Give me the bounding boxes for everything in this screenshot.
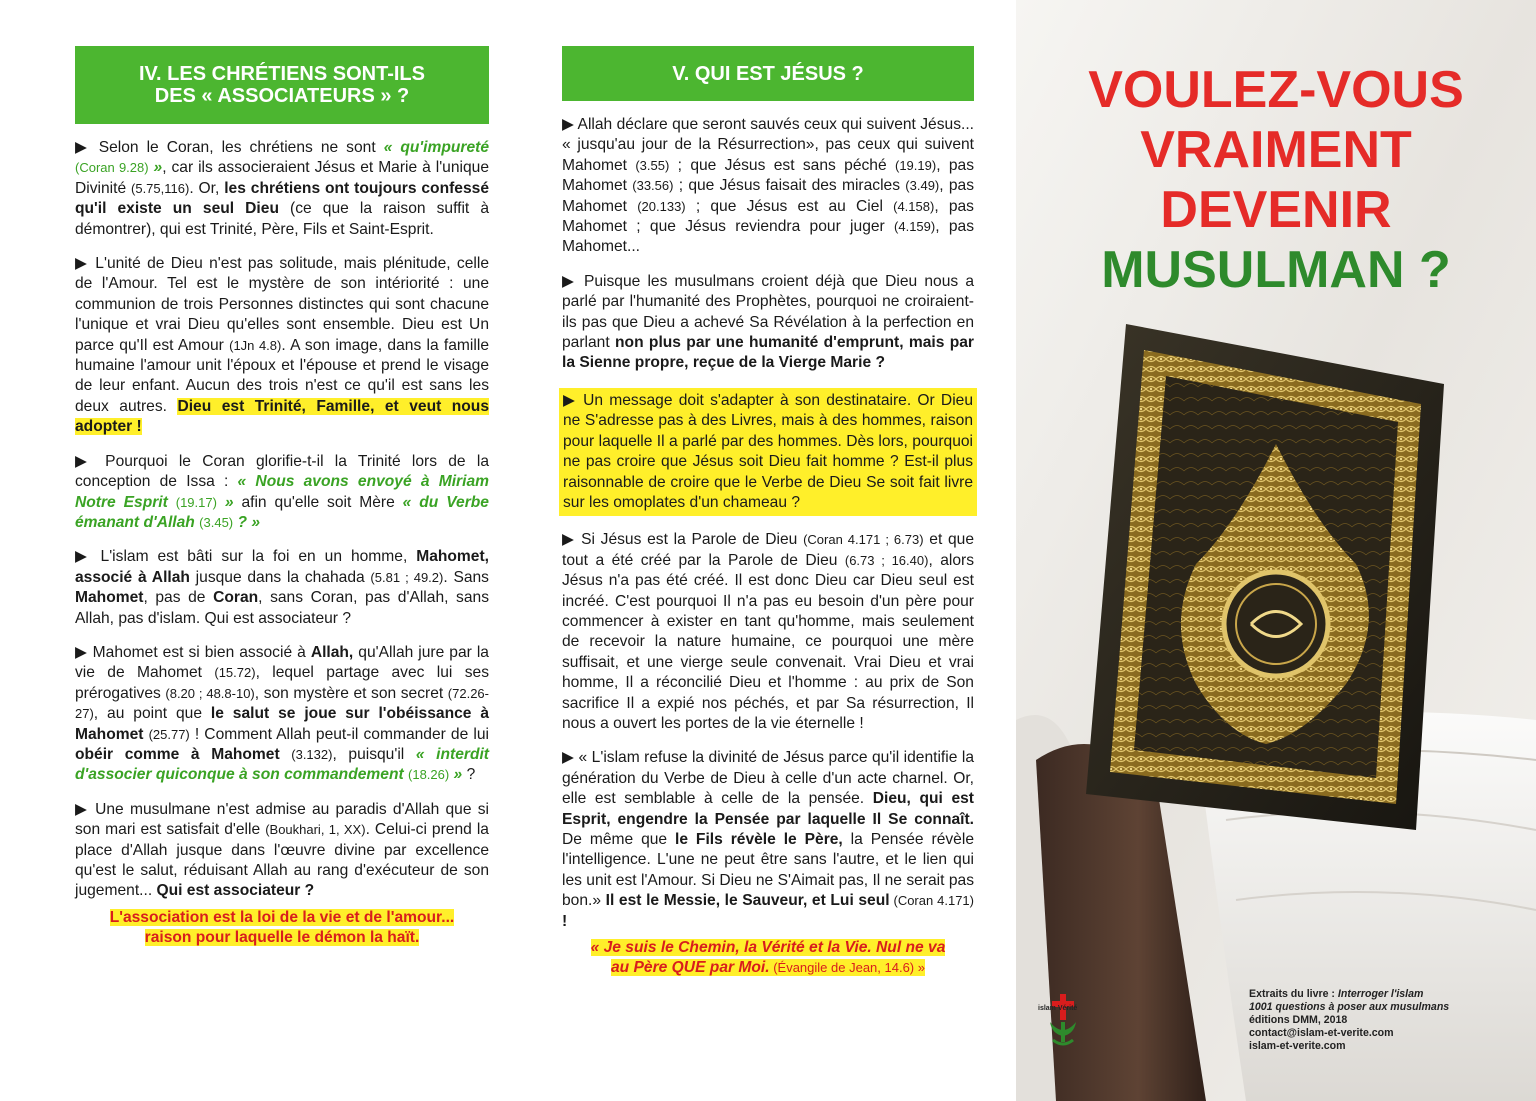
header-line-1: IV. LES CHRÉTIENS SONT-ILS <box>139 63 425 85</box>
website: islam-et-verite.com <box>1249 1040 1346 1052</box>
column-associateurs <box>75 0 489 948</box>
paragraph-2: ▶ L'unité de Dieu n'est pas solitude, mais plénitude, celle de l'Amour. Tel est le mystère de son intériorité : une communion de trois Personnes distinctes qui sont chacune l'unique et vrai Dieu qu'elles sont ensemble. Dieu est Un parce qu'Il est Amour (1Jn 4.8). A son image, dans la famille humaine l'amour unit l'époux et l'épouse et prend le visage de leur enfant. Aucun des trois n'est ce qu'il est sans les deux autres. Dieu est Trinité, Famille, et veut nous adopter ! <box>75 255 490 436</box>
cover-title: VOULEZ-VOUS VRAIMENT DEVENIR MUSULMAN ? <box>1088 61 1464 299</box>
contact-email: contact@islam-et-verite.com <box>1249 1027 1394 1039</box>
paragraph-6: ▶ Une musulmane n'est admise au paradis d'Allah que si son mari est satisfait d'elle (Boukhari, 1, XX). Celui-ci prend la place d'Allah jusque dans l'œuvre divine par excellence qu'est le salut, réduisant Allah au rang d'exécuteur de son jugement... Qui est associateur ? <box>75 800 489 900</box>
closing-statement: L'association est la loi de la vie et de l'amour... raison pour laquelle le démon la haït. <box>109 908 455 946</box>
paragraph-1: ▶ Selon le Coran, les chrétiens ne sont « qu'impureté (Coran 9.28) », car ils associeraient Jésus et Marie à l'unique Divinité (5.75,116). Or, les chrétiens ont toujours confessé qu'il existe un seul Dieu (ce que la raison suffit à démontrer), qui est Trinité, Père, Fils et Saint-Esprit. <box>75 139 490 238</box>
gospel-quote: « Je suis le Chemin, la Vérité et la Vie. Nul ne va au Père QUE par Moi. (Évangile de Jean, 14.6) » <box>590 939 946 977</box>
logo-text: islam Vérité <box>1038 1005 1078 1012</box>
paragraph-1: ▶ Allah déclare que seront sauvés ceux qui suivent Jésus... « jusqu'au jour de la Résurrection», pas ceux qui suivent Mahomet (3.55) ; que Jésus est sans péché (19.19), pas Mahomet (33.56) ; que Jésus faisait des miracles (3.49), pas Mahomet (20.133) ; que Jésus est au Ciel (4.158), pas Mahomet ; que Jésus reviendra pour juger (4.159), pas Mahomet... <box>562 116 975 256</box>
highlighted-paragraph: ▶ Un message doit s'adapter à son destinataire. Or Dieu ne S'adresse pas à des Livres, mais à des hommes, raison pour laquelle Il a parlé par des hommes. Dès lors, pourquoi ne pas croire que Jésus soit Dieu fait homme ? Est-il plus raisonnable de croire que le Verbe de Dieu Se soit fait livre sur les omoplates d'un chameau ? <box>559 388 977 516</box>
header-line-2: DES « ASSOCIATEURS » ? <box>154 85 410 107</box>
section-header-v: V. QUI EST JÉSUS ? <box>562 46 974 101</box>
islam-verite-logo <box>1038 992 1088 1048</box>
paragraph-3: ▶ Pourquoi le Coran glorifie-t-il la Trinité lors de la conception de Issa : « Nous avons envoyé à Miriam Notre Esprit (19.17) » afin qu'elle soit Mère « du Verbe émanant d'Allah (3.45) ? » <box>75 452 489 531</box>
paragraph-2: ▶ Puisque les musulmans croient déjà que Dieu nous a parlé par l'humanité des Prophètes, pourquoi ne croiraient-ils pas que Dieu a achevé Sa Révélation à la perfection en parlant non plus par une humanité d'emprunt, mais par la Sienne propre, reçue de la Vierge Marie ? <box>562 272 974 372</box>
cover-footer: Extraits du livre : Interroger l'islam 1001 questions à poser aux musulmans éditions DMM, 2018 contact@islam-et-verite.com islam-et-verite.com <box>1249 988 1529 1053</box>
paragraph-5: ▶ Mahomet est si bien associé à Allah, qu'Allah jure par la vie de Mahomet (15.72), lequel partage avec lui ses prérogatives (8.20 ; 48.8-10), son mystère et son secret (72.26-27), au point que le salut se joue sur l'obéissance à Mahomet (25.77) ! Comment Allah peut-il commander de lui obéir comme à Mahomet (3.132), puisqu'il « interdit d'associer quiconque à son commandement (18.26) » ? <box>75 643 490 784</box>
section-header-iv <box>75 46 489 124</box>
paragraph-5: ▶ « L'islam refuse la divinité de Jésus parce qu'il identifie la génération du Verbe de Dieu à celle d'un acte charnel. Or, elle est semblable à celle de la pensée. Dieu, qui est Esprit, engendre la Pensée par laquelle Il Se connaît. De même que le Fils révèle le Père, la Pensée révèle l'intelligence. L'une ne peut être sans l'autre, et le lien qui les unit est l'Amour. Si Dieu ne S'Aimait pas, Il ne serait pas bon.» Il est le Messie, le Sauveur, et Lui seul (Coran 4.171) ! <box>562 749 974 930</box>
cover-panel <box>1016 0 1536 1101</box>
paragraph-4: ▶ L'islam est bâti sur la foi en un homme, Mahomet, associé à Allah jusque dans la chahada (5.81 ; 49.2). Sans Mahomet, pas de Coran, sans Coran, pas d'Allah, sans Allah, pas d'islam. Qui est associateur ? <box>75 548 489 627</box>
column-qui-est-jesus <box>562 0 974 978</box>
quran-book-image <box>1086 324 1444 830</box>
paragraph-4: ▶ Si Jésus est la Parole de Dieu (Coran 4.171 ; 6.73) et que tout a été créé par la Parole de Dieu (6.73 ; 16.40), alors Jésus n'a pas été créé. Il est donc Dieu car Dieu seul est incréé. C'est pourquoi Il n'a pas eu besoin d'un père pour commencer à exister en tant qu'homme, mais seulement de recevoir la nature humaine, ce pourquoi une mère suffisait, et une vierge seule convenait. Vrai Dieu et vrai homme, Il a réconcilié Dieu et l'homme : au prix de Son sacrifice Il a expié nos péchés, et par Sa résurrection, Il nous a ouvert les portes de la vie éternelle ! <box>562 531 975 732</box>
